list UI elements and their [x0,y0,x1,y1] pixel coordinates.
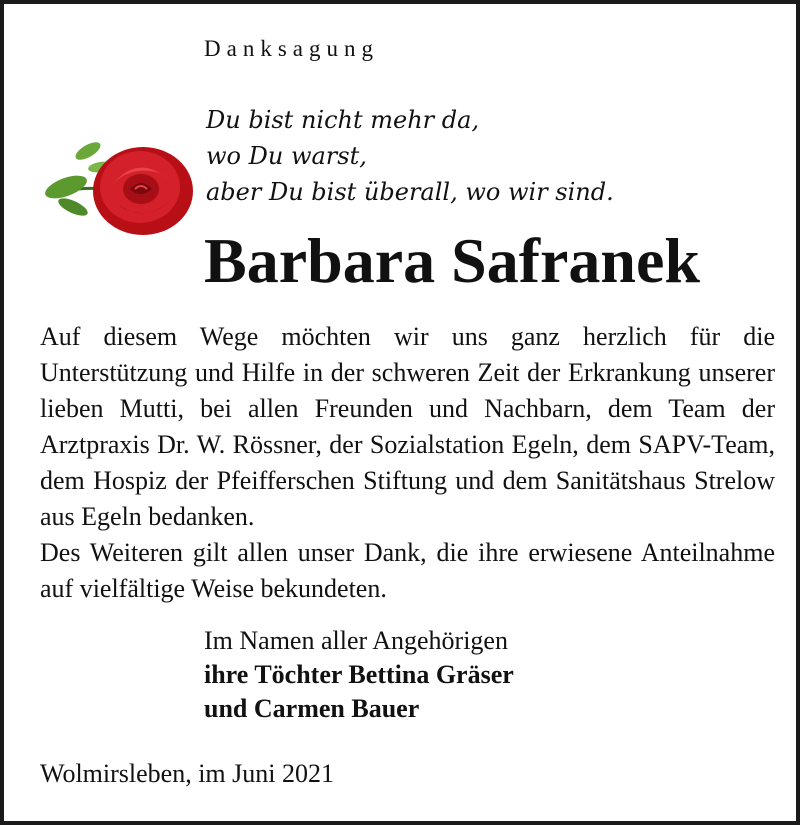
signature [204,624,514,726]
signature-intro: Im Namen aller Angehörigen [204,626,508,655]
poem-line-1: Du bist nicht mehr da, [206,106,480,134]
poem [206,102,614,210]
place-date: Wolmirsleben, im Juni 2021 [40,759,334,788]
rose-icon [38,129,198,249]
body-paragraph-2: Des Weiteren gilt allen unser Dank, die ihre erwiesene Anteilnahme auf vielfältige Weise bekundeten. [40,538,775,603]
signature-line-2: und Carmen Bauer [204,694,420,723]
body-paragraph-1: Auf diesem Wege möchten wir uns ganz herzlich für die Unterstützung und Hilfe in der schweren Zeit der Erkrankung unserer lieben Mutti, bei allen Freunden und Nachbarn, dem Team der Arztpraxis Dr. W. Rössner, der Sozialstation Egeln, dem SAPV-Team, dem Hospiz der Pfeifferschen Stiftung und dem Sanitätshaus Strelow aus Egeln bedanken. [40,322,775,531]
poem-line-2: wo Du warst, [206,142,367,170]
deceased-name: Barbara Safranek [204,225,700,296]
body-text [40,319,775,607]
signature-line-1: ihre Töchter Bettina Gräser [204,660,514,689]
poem-line-3: aber Du bist überall, wo wir sind. [206,178,614,206]
heading: Danksagung [204,36,379,61]
